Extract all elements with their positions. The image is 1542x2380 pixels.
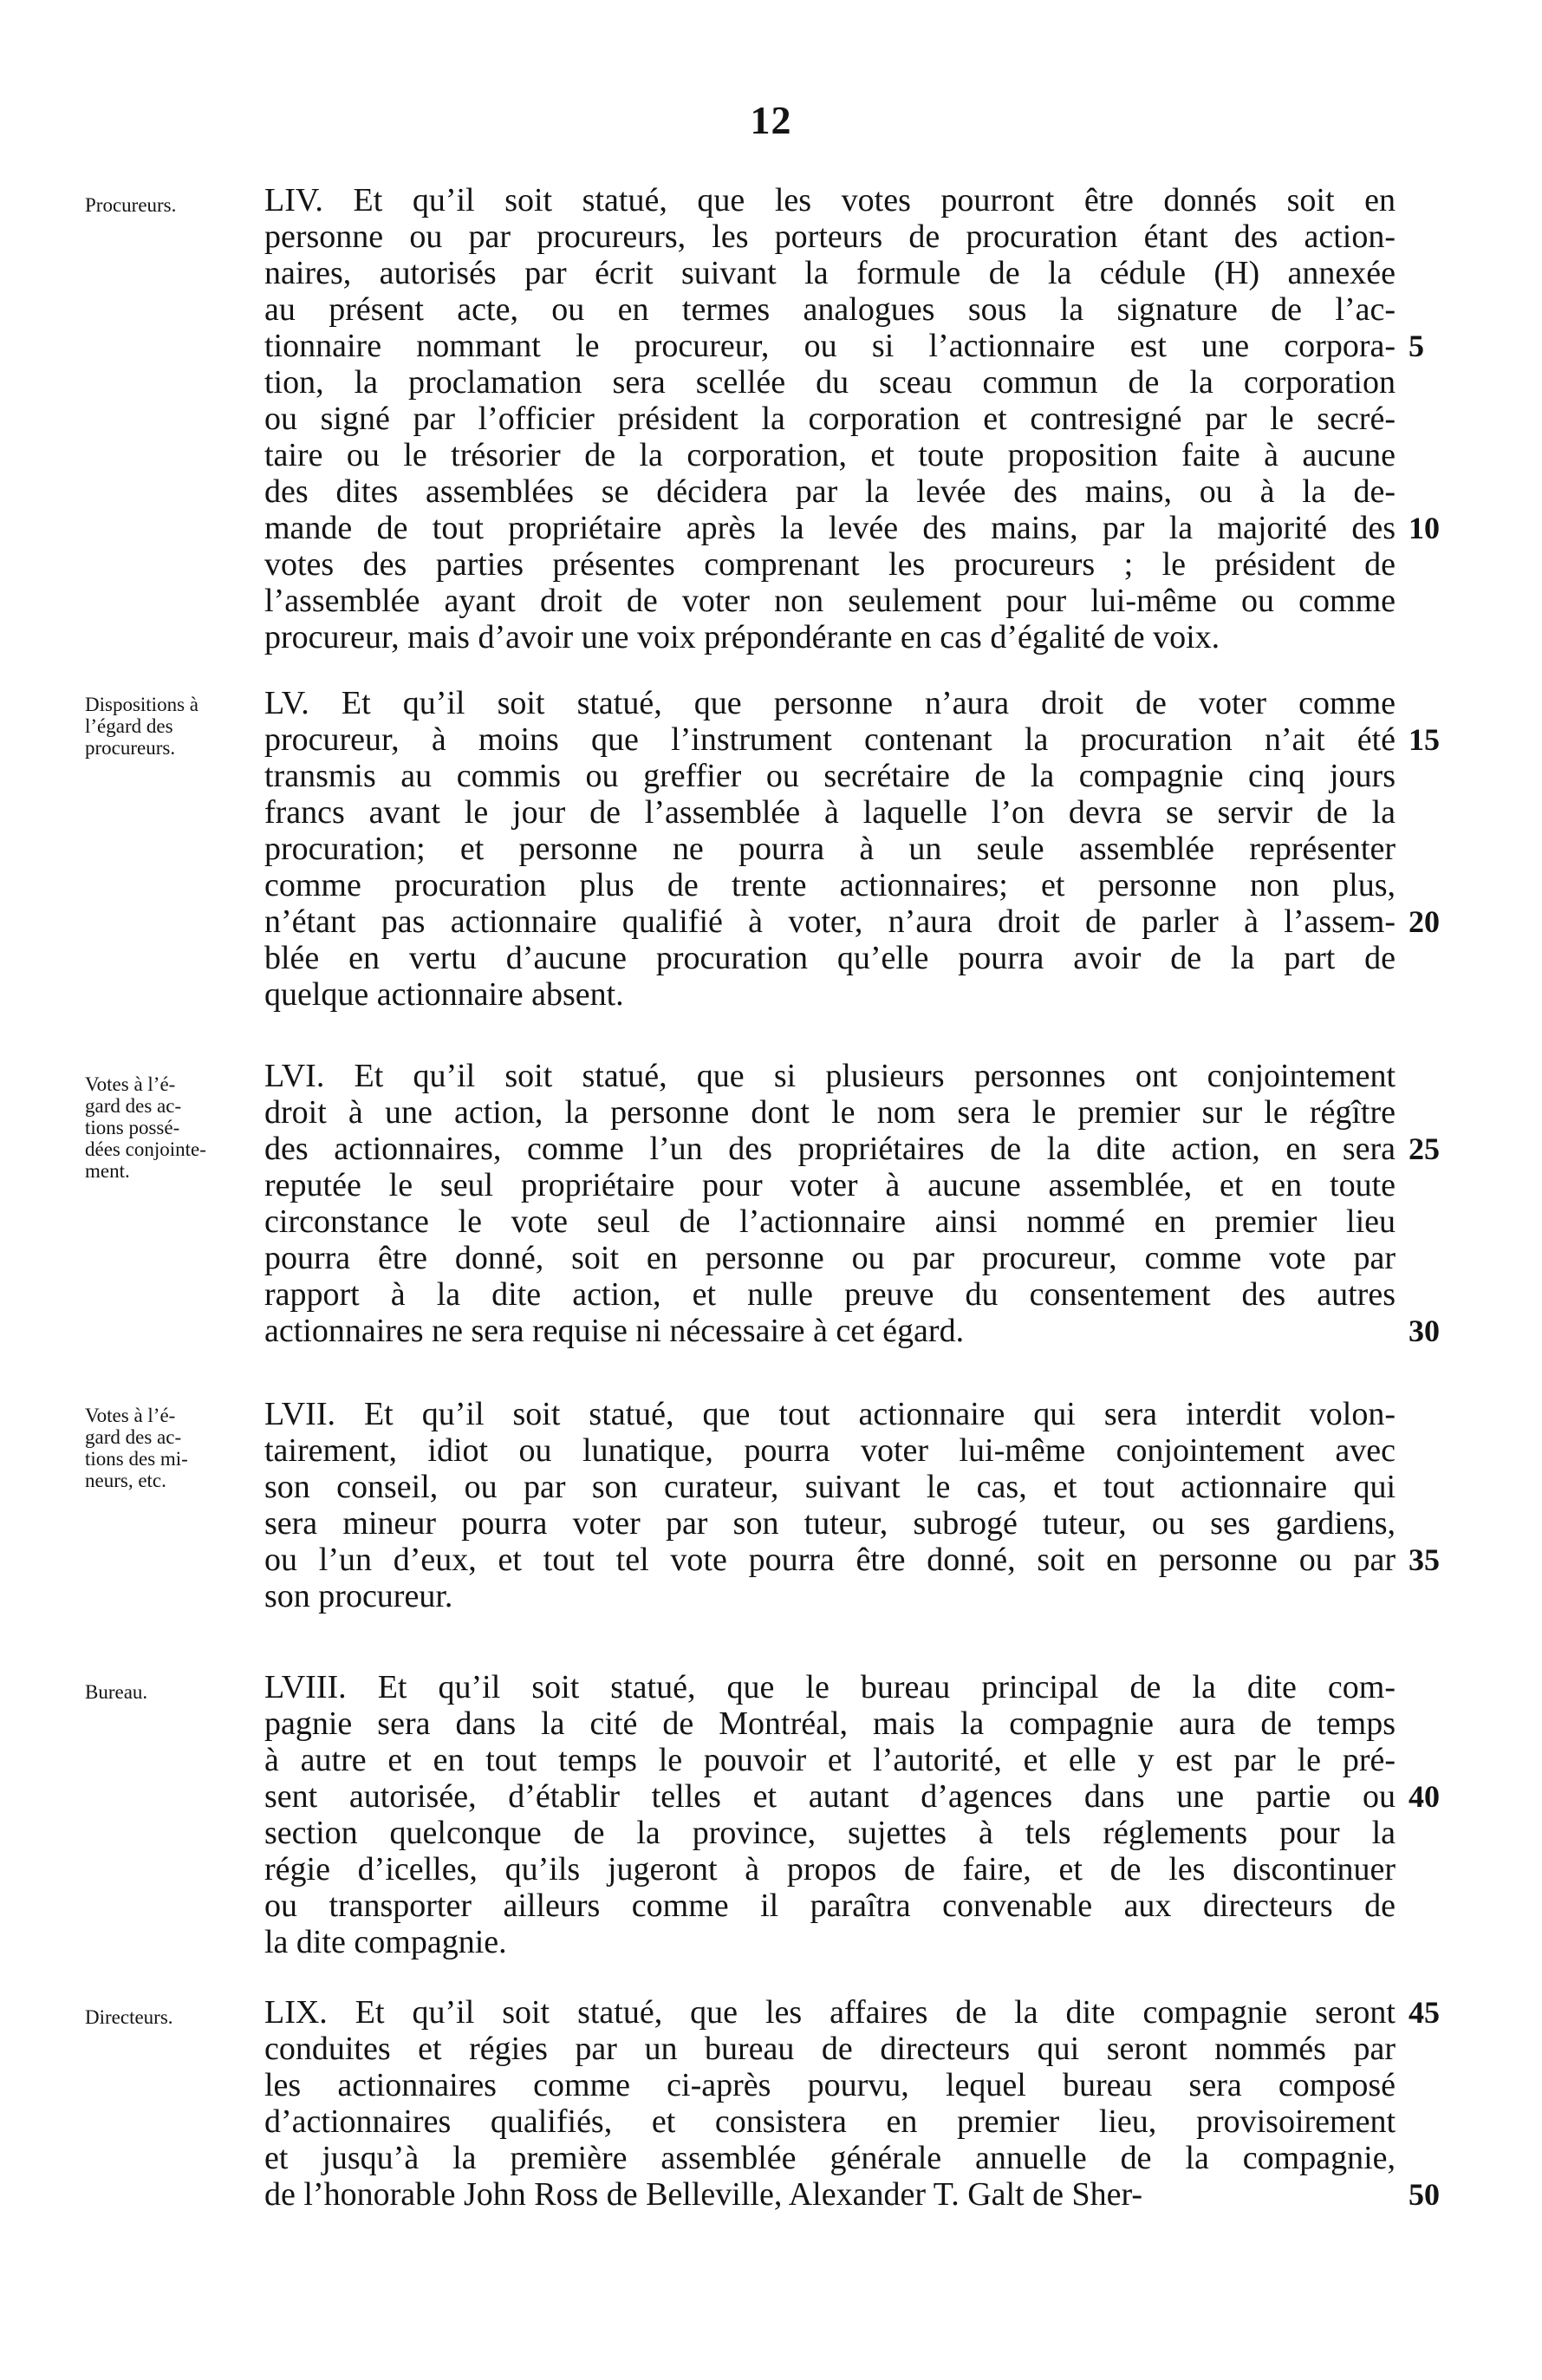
line-number: 10 (1409, 511, 1440, 545)
text-line: l’assemblée ayant droit de voter non seulement pour lui-même ou comme (264, 583, 1396, 619)
text-line: procuration; et personne ne pourra à un seule assemblée représenter (264, 831, 1396, 867)
line-number: 50 (1409, 2177, 1440, 2212)
text-line: quelque actionnaire absent. (264, 976, 624, 1013)
text-line: LVII. Et qu’il soit statué, que tout actionnaire qui sera interdit volon- (264, 1396, 1396, 1432)
text-line: procureur, à moins que l’instrument contenant la procuration n’ait été (264, 721, 1396, 758)
margin-note: Votes à l’é- gard des ac- tions possé- dées conjointe- ment. (85, 1073, 206, 1182)
margin-note: Bureau. (85, 1681, 148, 1703)
text-line: pagnie sera dans la cité de Montréal, mais la compagnie aura de temps (264, 1705, 1396, 1742)
text-line: tairement, idiot ou lunatique, pourra voter lui-même conjointement avec (264, 1432, 1396, 1469)
text-line: tionnaire nommant le procureur, ou si l’actionnaire est une corpora- (264, 328, 1396, 364)
text-line: la dite compagnie. (264, 1924, 507, 1960)
margin-note: Votes à l’é- gard des ac- tions des mi- neurs, etc. (85, 1405, 188, 1491)
article-text (264, 685, 1396, 1013)
text-line: ou l’un d’eux, et tout tel vote pourra être donné, soit en personne ou par (264, 1542, 1396, 1578)
margin-note: Directeurs. (85, 2006, 173, 2028)
article-text (264, 1994, 1396, 2213)
text-line: sera mineur pourra voter par son tuteur, subrogé tuteur, ou ses gardiens, (264, 1505, 1396, 1542)
text-line: droit à une action, la personne dont le nom sera le premier sur le régître (264, 1094, 1396, 1131)
text-line: régie d’icelles, qu’ils jugeront à propos de faire, et de les discontinuer (264, 1851, 1396, 1888)
text-line: des actionnaires, comme l’un des propriétaires de la dite action, en sera (264, 1131, 1396, 1167)
margin-note: Dispositions à l’égard des procureurs. (85, 694, 198, 759)
article-text (264, 182, 1396, 655)
text-line: taire ou le trésorier de la corporation, et toute proposition faite à aucune (264, 437, 1396, 473)
line-number: 25 (1409, 1131, 1440, 1166)
text-line: LV. Et qu’il soit statué, que personne n’aura droit de voter comme (264, 685, 1396, 721)
text-line: n’étant pas actionnaire qualifié à voter, n’aura droit de parler à l’assem- (264, 903, 1396, 940)
text-line: LVIII. Et qu’il soit statué, que le bureau principal de la dite com- (264, 1669, 1396, 1705)
text-line: actionnaires ne sera requise ni nécessaire à cet égard. (264, 1313, 965, 1349)
text-line: les actionnaires comme ci-après pourvu, lequel bureau sera composé (264, 2067, 1396, 2103)
text-line: et jusqu’à la première assemblée générale annuelle de la compagnie, (264, 2140, 1396, 2176)
text-line: des dites assemblées se décidera par la levée des mains, ou à la de- (264, 473, 1396, 510)
text-line: à autre et en tout temps le pouvoir et l’autorité, et elle y est par le pré- (264, 1742, 1396, 1778)
text-line: pourra être donné, soit en personne ou par procureur, comme vote par (264, 1240, 1396, 1276)
line-number: 20 (1409, 904, 1440, 939)
text-line: personne ou par procureurs, les porteurs de procuration étant des action- (264, 218, 1396, 255)
article-text (264, 1058, 1396, 1349)
text-line: naires, autorisés par écrit suivant la formule de la cédule (H) annexée (264, 255, 1396, 291)
text-line: de l’honorable John Ross de Belleville, Alexander T. Galt de Sher- (264, 2176, 1143, 2213)
page-number: 12 (750, 98, 792, 142)
text-line: rapport à la dite action, et nulle preuve du consentement des autres (264, 1276, 1396, 1313)
text-line: reputée le seul propriétaire pour voter à aucune assemblée, et en toute (264, 1167, 1396, 1203)
article-text (264, 1396, 1396, 1614)
text-line: LVI. Et qu’il soit statué, que si plusieurs personnes ont conjointement (264, 1058, 1396, 1094)
text-line: d’actionnaires qualifiés, et consistera en premier lieu, provisoirement (264, 2103, 1396, 2140)
line-number: 40 (1409, 1779, 1440, 1814)
text-line: son procureur. (264, 1578, 453, 1614)
line-number: 45 (1409, 1995, 1440, 2030)
text-line: blée en vertu d’aucune procuration qu’elle pourra avoir de la part de (264, 940, 1396, 976)
text-line: transmis au commis ou greffier ou secrétaire de la compagnie cinq jours (264, 758, 1396, 794)
text-line: conduites et régies par un bureau de directeurs qui seront nommés par (264, 2031, 1396, 2067)
text-line: comme procuration plus de trente actionnaires; et personne non plus, (264, 867, 1396, 903)
text-line: ou signé par l’officier président la corporation et contresigné par le secré- (264, 401, 1396, 437)
line-number: 15 (1409, 722, 1440, 757)
margin-note: Procureurs. (85, 194, 177, 216)
line-number: 30 (1409, 1314, 1440, 1348)
text-line: ou transporter ailleurs comme il paraîtra convenable aux directeurs de (264, 1888, 1396, 1924)
text-line: mande de tout propriétaire après la levée des mains, par la majorité des (264, 510, 1396, 546)
article-text (264, 1669, 1396, 1960)
text-line: votes des parties présentes comprenant les procureurs ; le président de (264, 546, 1396, 583)
text-line: francs avant le jour de l’assemblée à laquelle l’on devra se servir de la (264, 794, 1396, 831)
text-line: procureur, mais d’avoir une voix prépondérante en cas d’égalité de voix. (264, 619, 1220, 655)
line-number: 35 (1409, 1542, 1440, 1577)
line-number: 5 (1409, 329, 1424, 363)
text-line: tion, la proclamation sera scellée du sceau commun de la corporation (264, 364, 1396, 401)
text-line: LIX. Et qu’il soit statué, que les affaires de la dite compagnie seront (264, 1994, 1396, 2031)
text-line: sent autorisée, d’établir telles et autant d’agences dans une partie ou (264, 1778, 1396, 1815)
text-line: circonstance le vote seul de l’actionnaire ainsi nommé en premier lieu (264, 1203, 1396, 1240)
text-line: au présent acte, ou en termes analogues sous la signature de l’ac- (264, 291, 1396, 328)
text-line: LIV. Et qu’il soit statué, que les votes pourront être donnés soit en (264, 182, 1396, 218)
text-line: section quelconque de la province, sujettes à tels réglements pour la (264, 1815, 1396, 1851)
text-line: son conseil, ou par son curateur, suivant le cas, et tout actionnaire qui (264, 1469, 1396, 1505)
